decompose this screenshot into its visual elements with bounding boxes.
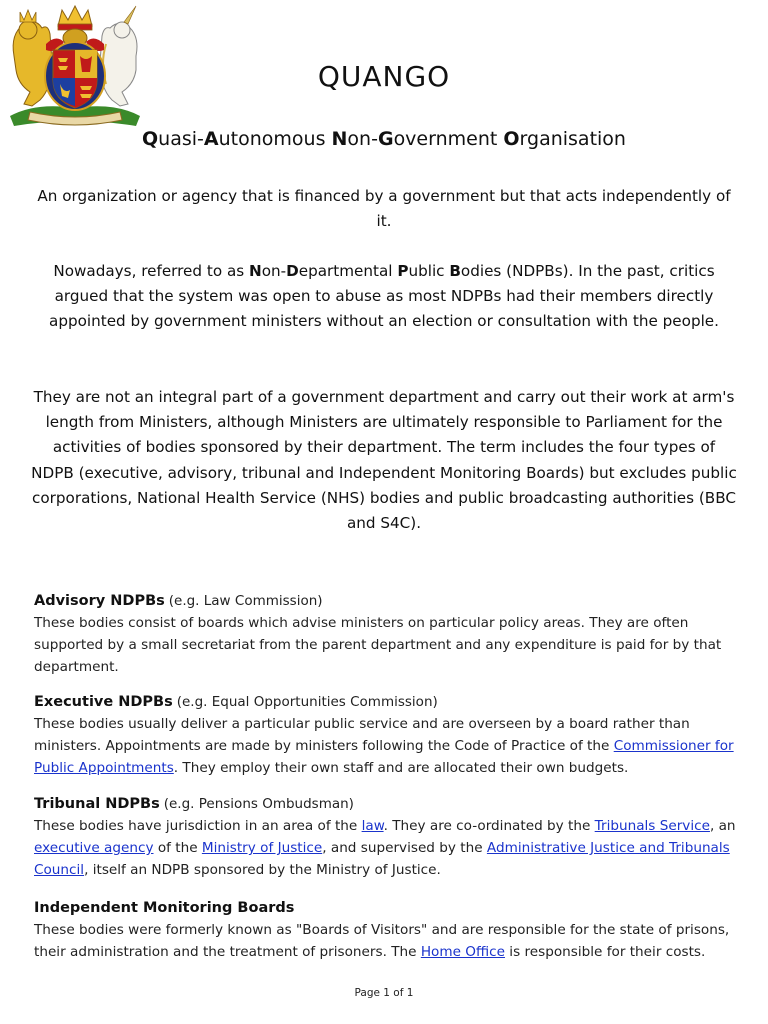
section-body: These bodies consist of boards which advise ministers on particular policy areas. They are often supported by a small secretariat from the parent department and any expenditure is paid for by that department. xyxy=(34,615,722,675)
section-body xyxy=(34,919,744,963)
section-title: Executive NDPBs xyxy=(34,694,173,710)
commissioner-link[interactable]: Commissioner for Public Appointments xyxy=(34,738,734,776)
executive-agency-link[interactable]: executive agency xyxy=(34,840,154,856)
subtitle-initial: O xyxy=(503,128,520,150)
section-tribunal xyxy=(34,792,744,881)
intro-text: (NDPBs). In the past, critics argued that the system was open to abuse as most NDPBs had their members directly appointed by government ministers without an election or consultation with the people. xyxy=(49,262,719,331)
subtitle-text: on- xyxy=(347,128,378,150)
section-title: Tribunal NDPBs xyxy=(34,796,160,812)
section-monitoring-boards xyxy=(34,896,744,963)
acronym-initial: N xyxy=(249,262,262,280)
subtitle-text: utonomous xyxy=(218,128,332,150)
section-example: (e.g. Equal Opportunities Commission) xyxy=(176,694,438,710)
intro-text: epartmental xyxy=(298,262,398,280)
body-text: . They are co-ordinated by the xyxy=(383,818,595,834)
page-number: Page 1 of 1 xyxy=(354,987,414,999)
body-text: These bodies were formerly known as "Boards of Visitors" and are responsible for the state of prisons, their administration and the treatment of prisoners. The xyxy=(34,922,730,960)
tribunals-service-link[interactable]: Tribunals Service xyxy=(594,818,710,834)
subtitle-initial: G xyxy=(377,128,394,150)
body-text: , and supervised by the xyxy=(322,840,487,856)
body-text: is responsible for their costs. xyxy=(504,944,706,960)
intro-text: ublic xyxy=(408,262,450,280)
section-executive xyxy=(34,690,744,779)
intro-definition: An organization or agency that is financed by a government but that acts independently of it. xyxy=(37,187,731,231)
body-text: These bodies usually deliver a particular public service and are overseen by a board rather than ministers. Appointments are made by ministers following the Code of Practice of the xyxy=(34,716,690,754)
section-example: (e.g. Law Commission) xyxy=(168,593,323,609)
page-subtitle xyxy=(0,128,768,150)
section-heading xyxy=(34,792,744,815)
intro-text: Nowadays, referred to as xyxy=(53,262,249,280)
intro-scope-paragraph: They are not an integral part of a government department and carry out their work at arm's length from Ministers, although Ministers are ultimately responsible to Parliament for the activities of bodies sponsored by their department. The term includes the four types of NDPB (executive, advisory, tribunal and Independent Monitoring Boards) but excludes public corporations, National Health Service (NHS) bodies and public broadcasting authorities (BBC and S4C). xyxy=(31,388,737,533)
law-link[interactable]: law xyxy=(361,818,384,834)
body-text: of the xyxy=(153,840,202,856)
body-text: . They employ their own staff and are allocated their own budgets. xyxy=(173,760,629,776)
section-heading xyxy=(34,690,744,713)
subtitle-text: uasi- xyxy=(158,128,204,150)
subtitle-text: overnment xyxy=(393,128,504,150)
subtitle-initial: Q xyxy=(142,128,159,150)
home-office-link[interactable]: Home Office xyxy=(420,944,505,960)
section-heading xyxy=(34,896,744,919)
subtitle-initial: A xyxy=(203,128,219,150)
page-title: QUANGO xyxy=(317,60,451,93)
section-advisory xyxy=(34,589,744,678)
intro-text: odies xyxy=(460,262,502,280)
acronym-initial: P xyxy=(397,262,409,280)
subtitle-initial: N xyxy=(331,128,348,150)
section-body xyxy=(34,815,744,881)
ajtc-link[interactable]: Administrative Justice and Tribunals Council xyxy=(34,840,730,878)
intro-ndpb-paragraph xyxy=(30,259,738,335)
body-text: These bodies have jurisdiction in an area of the xyxy=(34,818,362,834)
body-text: , itself an NDPB sponsored by the Ministry of Justice. xyxy=(84,862,441,878)
intro-text: on- xyxy=(261,262,287,280)
subtitle-text: rganisation xyxy=(519,128,626,150)
section-body xyxy=(34,713,744,779)
acronym-initial: B xyxy=(449,262,461,280)
section-heading xyxy=(34,589,744,612)
ministry-of-justice-link[interactable]: Ministry of Justice xyxy=(201,840,323,856)
body-text: , an xyxy=(709,818,736,834)
section-title: Independent Monitoring Boards xyxy=(34,900,295,916)
section-title: Advisory NDPBs xyxy=(34,593,165,609)
acronym-initial: D xyxy=(286,262,299,280)
section-example: (e.g. Pensions Ombudsman) xyxy=(163,796,354,812)
